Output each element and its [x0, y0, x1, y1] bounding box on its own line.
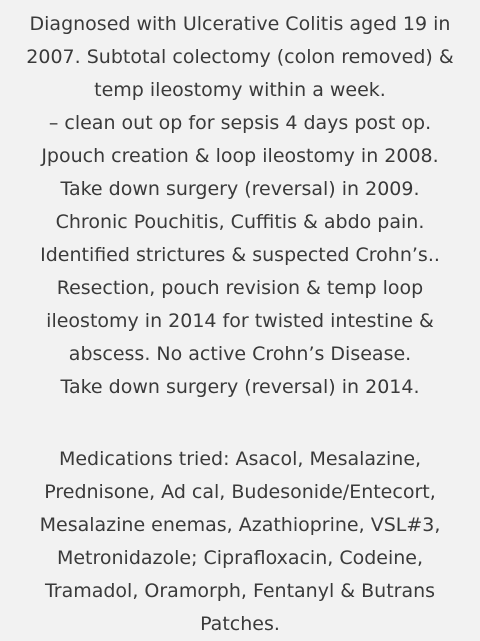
- medications-line: Mesalazine enemas, Azathioprine, VSL#3,: [39, 514, 441, 536]
- history-line: Chronic Pouchitis, Cuffitis & abdo pain.: [55, 211, 425, 233]
- history-line: 2007. Subtotal colectomy (colon removed) &: [26, 46, 454, 68]
- medical-history-paragraph: [0, 8, 480, 404]
- medications-line: Metronidazole; Ciprafloxacin, Codeine,: [56, 547, 424, 569]
- history-line: Take down surgery (reversal) in 2009.: [60, 178, 420, 200]
- medications-paragraph: [0, 443, 480, 641]
- history-line: Take down surgery (reversal) in 2014.: [60, 376, 420, 398]
- history-line: temp ileostomy within a week.: [94, 79, 386, 101]
- history-line: Diagnosed with Ulcerative Colitis aged 19 in: [29, 13, 451, 35]
- history-line: ileostomy in 2014 for twisted intestine &: [46, 310, 434, 332]
- medications-line: Patches.: [200, 613, 280, 635]
- medications-line: Prednisone, Ad cal, Budesonide/Entecort,: [44, 481, 436, 503]
- medications-line: Tramadol, Oramorph, Fentanyl & Butrans: [44, 580, 436, 602]
- history-line: abscess. No active Crohn’s Disease.: [68, 343, 412, 365]
- history-line: Resection, pouch revision & temp loop: [56, 277, 424, 299]
- medications-line: Medications tried: Asacol, Mesalazine,: [58, 448, 422, 470]
- history-line: – clean out op for sepsis 4 days post op.: [48, 112, 432, 134]
- history-line: Jpouch creation & loop ileostomy in 2008.: [41, 145, 439, 167]
- history-line: Identified strictures & suspected Crohn’s..: [40, 244, 440, 266]
